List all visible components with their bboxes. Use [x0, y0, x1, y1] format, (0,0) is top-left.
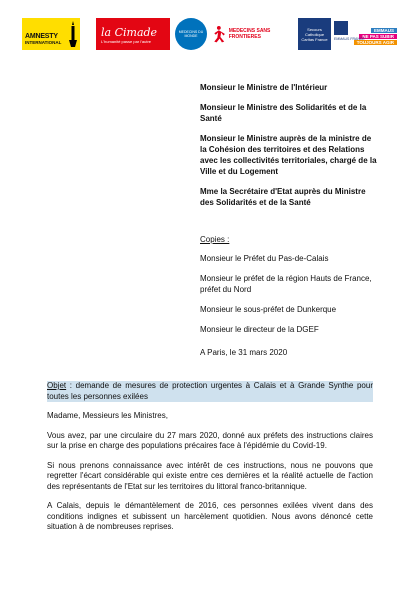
secours-line3: Caritas France	[301, 36, 328, 42]
recipients-block	[200, 82, 380, 217]
emmaus-mark-text: EMMAUS FRANCE	[334, 37, 365, 41]
body-paragraph: Vous avez, par une circulaire du 27 mars 2020, donné aux préfets des instructions claires sur la prise en charge des populations précaires face à l'épidémie du Covid-19.	[47, 430, 373, 450]
mdm-logo	[175, 18, 207, 50]
letter-date: A Paris, le 31 mars 2020	[200, 348, 288, 357]
cimade-tagline: L'humanité passe par l'autre	[101, 38, 152, 44]
copies-label: Copies :	[200, 235, 230, 244]
secours-catholique-logo	[298, 18, 331, 50]
logo-bar	[22, 18, 397, 52]
salutation: Madame, Messieurs les Ministres,	[47, 411, 168, 420]
emmaus-logo	[334, 18, 397, 50]
subject-label: Objet	[47, 381, 67, 390]
copies-block	[200, 234, 380, 344]
subject-text: : demande de mesures de protection urgentes à Calais et à Grande Synthe pour toutes les personnes exilées	[47, 381, 373, 401]
amnesty-line2: INTERNATIONAL	[25, 39, 62, 45]
recipient: Monsieur le Ministre auprès de la ministre de la Cohésion des territoires et des Relations avec les collectivités territoriales, chargé de la Ville et du Logement	[200, 134, 377, 176]
emmaus-banner-2: NE PAS SUBIR	[359, 34, 397, 39]
msf-figure-icon	[212, 23, 226, 45]
mdm-text: MEDECINS DU MONDE	[178, 30, 204, 38]
recipient: Monsieur le Ministre des Solidarités et de la Santé	[200, 103, 367, 123]
recipient: Monsieur le Ministre de l'Intérieur	[200, 83, 328, 92]
cimade-name: la Cimade	[101, 25, 158, 39]
emmaus-banner-1: EMMAUS	[371, 28, 397, 33]
body-paragraph: Si nous prenons connaissance avec intérêt de ces instructions, nous ne pouvons que regretter l'écart considérable qui existe entre ces dernières et la réalité actuelle de l'action des représentants de l'Etat sur les territoires du littoral franco-britannique.	[47, 460, 373, 491]
subject-line	[47, 381, 373, 402]
recipient: Mme la Secrétaire d'Etat auprès du Ministre des Solidarités et de la Santé	[200, 187, 366, 207]
copy-recipient: Monsieur le préfet de la région Hauts de France, préfet du Nord	[200, 274, 372, 294]
body-paragraph: A Calais, depuis le démantèlement de 2016, ces personnes exilées vivent dans des conditions indignes et subissent un harcèlement quotidien. Nous avons dénoncé cette situation à de nombreuses reprises.	[47, 501, 373, 531]
candle-icon	[69, 21, 77, 47]
secours-line2: Catholique	[304, 31, 325, 37]
emmaus-mark-icon	[334, 21, 348, 35]
msf-logo	[212, 18, 286, 50]
letter-body	[47, 381, 373, 542]
msf-text: MEDECINS SANS FRONTIERES	[228, 28, 271, 40]
copy-recipient: Monsieur le directeur de la DGEF	[200, 325, 319, 334]
amnesty-line1: AMNESTY	[25, 32, 58, 40]
emmaus-banner-3: TOUJOURS AGIR	[354, 40, 397, 45]
copy-recipient: Monsieur le sous-préfet de Dunkerque	[200, 305, 337, 314]
secours-line1: Secours	[307, 26, 322, 32]
amnesty-logo	[22, 18, 80, 50]
copy-recipient: Monsieur le Préfet du Pas-de-Calais	[200, 254, 329, 263]
cimade-logo	[96, 18, 170, 50]
